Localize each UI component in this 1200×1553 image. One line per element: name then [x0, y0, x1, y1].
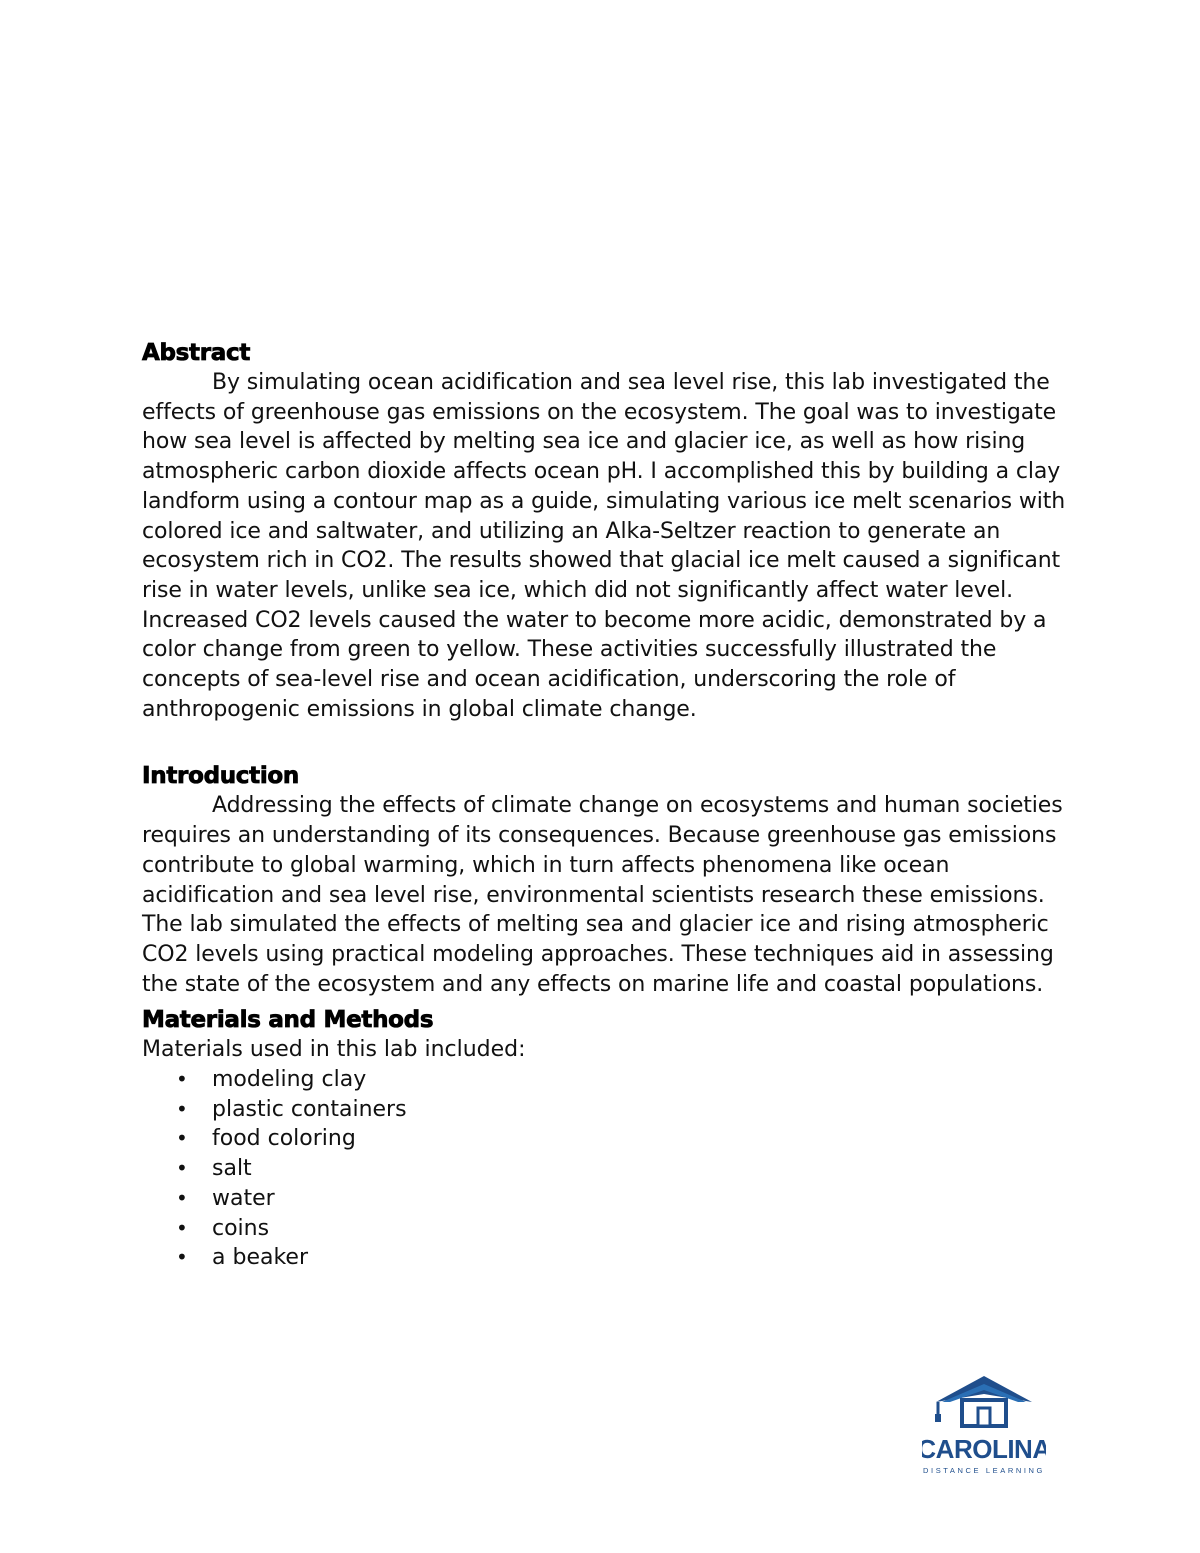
logo-tagline: DISTANCE LEARNING — [923, 1466, 1045, 1475]
abstract-heading: Abstract — [142, 340, 251, 366]
materials-section — [142, 1005, 1072, 1273]
list-item-label: food coloring — [212, 1126, 356, 1152]
list-item-label: salt — [212, 1156, 252, 1182]
bullet-icon: • — [176, 1067, 188, 1092]
abstract-paragraph: By simulating ocean acidification and sea level rise, this lab investigated the effects of greenhouse gas emissions on the ecosystem. The goal was to investigate how sea level is affected by melting sea ice and glacier ice, as well as how rising atmospheric carbon dioxide affects ocean pH. I accomplished this by building a clay landform using a contour map as a guide, simulating various ice melt scenarios with colored ice and saltwater, and utilizing an Alka-Seltzer reaction to generate an ecosystem rich in CO2. The results showed that glacial ice melt caused a significant rise in water levels, unlike sea ice, which did not significantly affect water level. Increased CO2 levels caused the water to become more acidic, demonstrated by a color change from green to yellow. These activities successfully illustrated the concepts of sea-level rise and ocean acidification, underscoring the role of anthropogenic emissions in global climate change. — [142, 370, 1066, 722]
list-item — [142, 1095, 1072, 1125]
introduction-paragraph: Addressing the effects of climate change on ecosystems and human societies requires an understanding of its consequences. Because greenhouse gas emissions contribute to global warming, which in turn affects phenomena like ocean acidification and sea level rise, environmental scientists research these emissions. The lab simulated the effects of melting sea and glacier ice and rising atmospheric CO2 levels using practical modeling approaches. These techniques aid in assessing the state of the ecosystem and any effects on marine life and coastal populations. — [142, 793, 1063, 997]
list-item — [142, 1065, 1072, 1095]
list-item-label: a beaker — [212, 1245, 308, 1271]
carolina-logo-icon — [922, 1372, 1046, 1476]
tassel-end — [935, 1414, 941, 1422]
bullet-icon: • — [176, 1185, 188, 1210]
bullet-icon: • — [176, 1156, 188, 1181]
list-item — [142, 1124, 1072, 1154]
list-item — [142, 1243, 1072, 1273]
materials-list — [142, 1065, 1072, 1273]
house-door — [978, 1408, 990, 1426]
materials-heading: Materials and Methods — [142, 1007, 434, 1034]
abstract-section — [142, 338, 1072, 724]
list-item-label: plastic containers — [212, 1096, 407, 1122]
bullet-icon: • — [176, 1096, 188, 1121]
list-item-label: modeling clay — [212, 1067, 367, 1093]
list-item-label: water — [212, 1185, 275, 1211]
bullet-icon: • — [176, 1215, 188, 1240]
bullet-icon: • — [176, 1245, 188, 1270]
introduction-heading: Introduction — [142, 763, 299, 790]
list-item-label: coins — [212, 1215, 270, 1241]
document-content — [142, 338, 1072, 1273]
list-item — [142, 1154, 1072, 1184]
bullet-icon: • — [176, 1126, 188, 1151]
carolina-logo — [922, 1372, 1046, 1476]
list-item — [142, 1214, 1072, 1244]
materials-intro: Materials used in this lab included: — [142, 1037, 526, 1063]
list-item — [142, 1184, 1072, 1214]
introduction-section — [142, 761, 1072, 999]
logo-wordmark: CAROLINA — [922, 1434, 1046, 1464]
